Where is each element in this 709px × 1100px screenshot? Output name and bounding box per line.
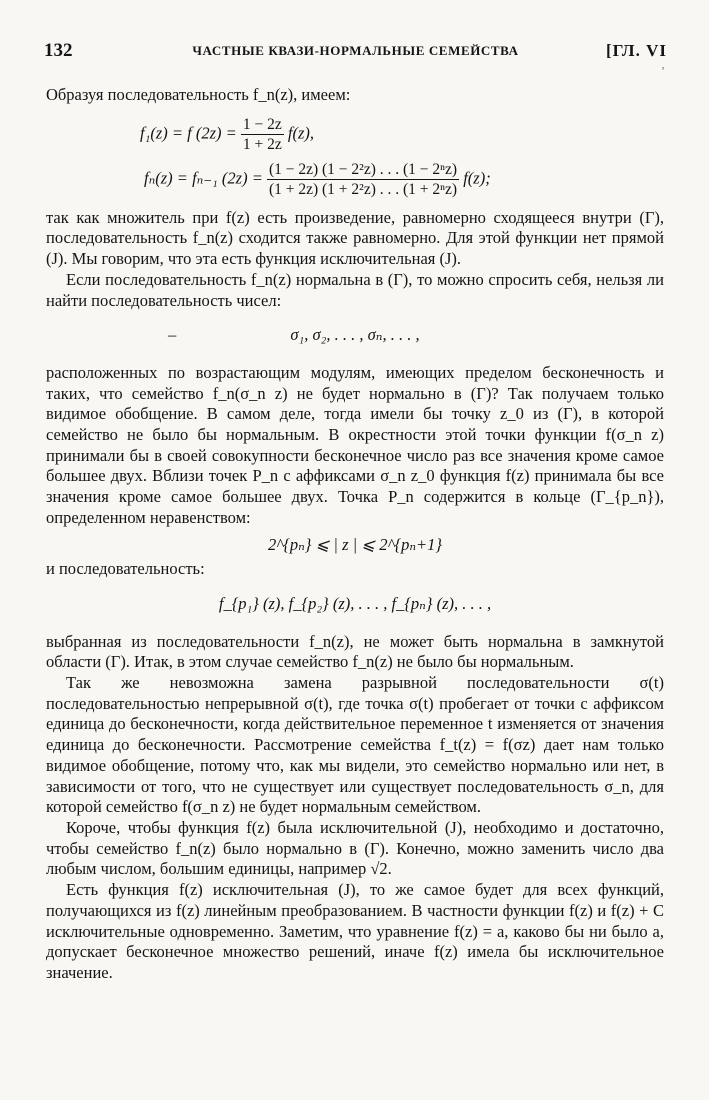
eq1-rhs: f(z),: [287, 122, 314, 142]
eq1-lhs: f₁(z) = f (2z) =: [140, 122, 237, 142]
eq2-denominator: (1 + 2z) (1 + 2²z) . . . (1 + 2ⁿz): [268, 180, 458, 198]
paragraph-3: Если последовательность f_n(z) нормальна в (Γ), то можно спросить себя, нельзя ли найти последовательность чисел:: [46, 269, 664, 310]
eq2-rhs: f(z);: [463, 167, 491, 187]
paragraph-5: и последовательность:: [46, 559, 205, 579]
eq1-fraction: [241, 115, 284, 154]
equation-subsequence: [46, 594, 664, 615]
paragraph-8: Короче, чтобы функция f(z) была исключительной (J), необходимо и достаточно, чтобы семейство f_n(z) было нормально в (Γ). Конечно, можно заменить число два любым числом, большим единицы, например √2.: [46, 817, 664, 879]
subsequence: f_{p₁} (z), f_{p₂} (z), . . . , f_{pₙ} (z), . . . ,: [218, 593, 492, 613]
paragraph-9: Есть функция f(z) исключительная (J), то же самое будет для всех функций, получающихся из f(z) линейным преобразованием. В частности функции f(z) и f(z) + C исключительные одновременно. Заметим, что уравнение f(z) = a, каково бы ни было a, допускает бесконечное множество решений, иначе f(z) имела бы исключительное значение.: [46, 880, 664, 982]
eq2-lhs: fₙ(z) = fₙ₋₁ (2z) =: [144, 167, 263, 187]
margin-dash: –: [168, 325, 177, 345]
paragraph-2: так как множитель при f(z) есть произведение, равномерно сходящееся внутри (Γ), последовательность f_n(z) сходится также равномерно. Для этой функции нет прямой (J). Мы говорим, что эта есть функция исключительная (J).: [46, 207, 664, 269]
margin-mark: ʼ: [661, 64, 665, 78]
chapter-label: [ГЛ. VI: [606, 41, 667, 60]
equation-f1: [46, 115, 664, 154]
eq1-denominator: 1 + 2z: [242, 135, 282, 153]
body-text: [46, 85, 664, 984]
eq2-fraction: [267, 160, 459, 199]
page-number: 132: [44, 40, 73, 61]
paragraph-1: Образуя последовательность f_n(z), имеем:: [46, 85, 351, 104]
eq1-numerator: 1 − 2z: [242, 115, 282, 133]
sigma-sequence: σ₁, σ₂, . . . , σₙ, . . . ,: [290, 325, 420, 345]
paragraph-4: расположенных по возрастающим модулям, имеющих пределом бесконечность и таких, что семейство f_n(σ_n z) не будет нормально в (Γ)? Так получаем только видимое обобщение. В самом деле, тогда имели бы точку z_0 из (Γ), в которой семейство не было бы нормальным. В окрестности этой точки функции f(σ_n z) принимали бы в своей совокупности бесконечное число раз все значения кроме самое большее двух. Вблизи точек P_n с аффиксами σ_n z_0 функция f(z) принимала бы все значения кроме самое большее двух. Точка P_n содержится в кольце (Γ_{p_n}), определенном неравенством:: [46, 362, 664, 527]
page-header: [44, 40, 667, 78]
paragraph-6: выбранная из последовательности f_n(z), не может быть нормальна в замкнутой области (Γ). Итак, в этом случае семейство f_n(z) не было бы нормальным.: [46, 631, 664, 672]
equation-sigma-sequence: [46, 325, 664, 346]
paragraph-7: Так же невозможна замена разрывной последовательности σ(t) последовательностью непрерывной σ(t), где точка σ(t) пробегает от точки с аффиксом единица до бесконечности, когда действительное переменное t изменяется от значения единица до бесконечности. Рассмотрение семейства f_t(z) = f(σz) дает нам только видимое обобщение, потому что, как мы видели, это семейство нормально или нет, в зависимости от того, что не существует или существует последовательность σ_n, для которой семейство f(σ_n z) не будет нормальным семейством.: [46, 673, 664, 817]
equation-fn: [46, 160, 664, 199]
running-title: ЧАСТНЫЕ КВАЗИ-НОРМАЛЬНЫЕ СЕМЕЙСТВА: [192, 43, 519, 58]
equation-ring-inequality: [46, 535, 664, 556]
ring-inequality: 2^{pₙ} ⩽ | z | ⩽ 2^{pₙ+1}: [268, 534, 442, 554]
equation-block-1: [46, 115, 664, 199]
eq2-numerator: (1 − 2z) (1 − 2²z) . . . (1 − 2ⁿz): [268, 160, 458, 178]
